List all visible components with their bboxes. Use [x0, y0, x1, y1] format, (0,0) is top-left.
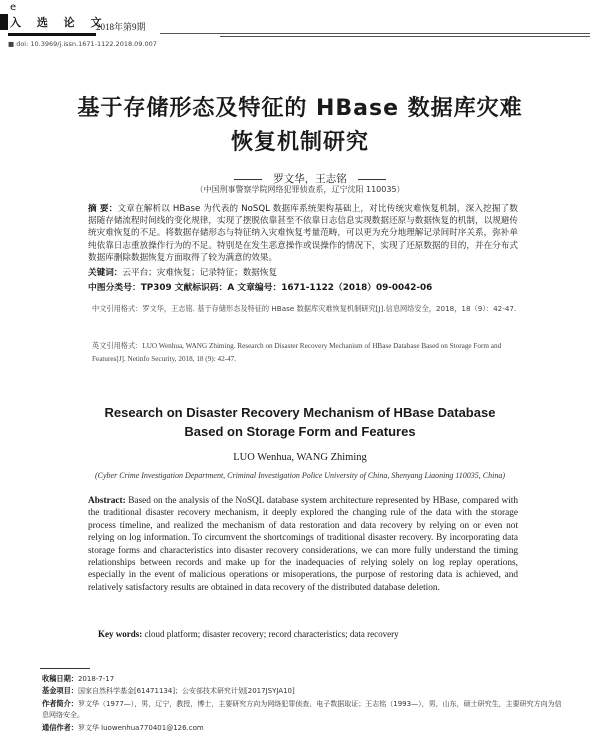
header-rule-thin-2	[220, 36, 590, 37]
citation-en	[92, 340, 532, 366]
en-title	[50, 403, 550, 441]
cn-abstract-text: 文章在解析以 HBase 为代表的 NoSQL 数据库系统架构基础上，对比传统灾难恢复机制，深入挖掘了数据随存储流程时间线的变化规律，实现了摆脱依靠甚至不依靠日志信息实现数据还原与数据恢复的机制，以规避传统灾难恢复的不足。将数据存储形态与特征纳入灾难恢复考量范畴，可以更为充分地理解记录间时序关系，弥补单纯依靠日志重放操作行为的不足。特别是在发生恶意操作或误操作的情况下，实现了还原数据的目的，并在分布式数据库删除数据恢复方面取得了较为满意的效果。	[88, 204, 518, 263]
footnote-fund	[42, 685, 562, 697]
footnotes	[42, 673, 562, 734]
header-journal-name: 入 选 论 文	[10, 16, 108, 29]
cn-title-line1: 基于存储形态及特征的 HBase 数据库灾难	[77, 96, 523, 121]
header-mark	[0, 14, 8, 30]
cn-title-line2: 恢复机制研究	[230, 130, 369, 155]
footnote-contact-label: 通信作者：	[42, 722, 78, 732]
header-issue: 2018年第9期	[96, 22, 146, 32]
cn-title	[30, 92, 570, 160]
cn-keywords-label: 关键词：	[88, 268, 123, 278]
en-keywords-text: cloud platform; disaster recovery; record characteristics; data recovery	[144, 629, 399, 639]
cn-abstract	[88, 203, 518, 264]
header-logo-letter: e	[10, 2, 17, 13]
citation-cn	[92, 302, 532, 315]
footnote-contact	[42, 722, 562, 734]
en-keywords-label: Key words:	[98, 629, 143, 639]
header-rule-thick	[8, 33, 96, 36]
cn-abstract-label: 摘 要：	[88, 204, 118, 214]
footnote-fund-text: 国家自然科学基金[61471134]；公安部技术研究计划[2017JSYJA10]	[77, 687, 295, 696]
footnote-contact-text: 罗文华 luowenhua770401@126.com	[77, 723, 204, 732]
en-abstract-label: Abstract:	[88, 496, 126, 506]
en-authors: LUO Wenhua, WANG Zhiming	[233, 452, 367, 463]
footnote-author	[42, 698, 562, 722]
citation-cn-text: 罗文华，王志铭. 基于存储形态及特征的 HBase 数据库灾难恢复机制研究[J].信息网络安全，2018，18（9）：42-47.	[142, 304, 517, 313]
en-affiliation: (Cyber Crime Investigation Department, Criminal Investigation Police University of China, Shenyang Liaoning 110035, China)	[94, 471, 506, 480]
cn-keywords-text: 云平台；灾难恢复；记录特征；数据恢复	[122, 268, 278, 278]
cn-classification: 中图分类号：TP309 文献标识码：A 文章编号：1671-1122（2018）09-0042-06	[88, 283, 433, 293]
dash-left	[234, 179, 262, 180]
citation-en-text: LUO Wenhua, WANG Zhiming. Research on Disaster Recovery Mechanism of HBase Database Based on Storage Form and Features[J]. Netinfo Security, 2018, 18 (9): 42-47.	[92, 342, 502, 363]
cn-authors: 罗文华，王志铭	[273, 173, 347, 185]
en-title-line2: Based on Storage Form and Features	[184, 424, 416, 439]
dash-right	[358, 179, 386, 180]
en-keywords	[98, 629, 528, 639]
footnote-author-text: 罗文华（1977—），男，辽宁，教授，博士，主要研究方向为网络犯罪侦查、电子数据取证；王志铭（1993—），男，山东，硕士研究生，主要研究方向为信息网络安全。	[42, 699, 562, 720]
en-title-line1: Research on Disaster Recovery Mechanism of HBase Database	[104, 405, 496, 420]
header-rule-thin	[160, 33, 590, 34]
footnote-received-text: 2018-7-17	[77, 675, 115, 683]
footnote-received-label: 收稿日期：	[42, 674, 78, 683]
footnote-rule	[40, 668, 90, 669]
en-abstract-text: Based on the analysis of the NoSQL database system architecture represented by HBase, compared with the traditional disaster recovery mechanism, it deeply explored the changing rule of the data with the storage process timeline, and realized the mechanism of data restoration and data recovery by relying on or even not relying on log information. To circumvent the shortcomings of traditional disaster recovery. By incorporating data storage forms and characteristics into disaster recovery considerations, we can more fully understand the timing relationships between records and make up for the inadequacies of relying solely on log replay operations, especially in the event of malicious operations or misoperations, the purpose of restoring data is achieved, and relatively satisfactory results are obtained in data recovery of the distributed database deletion.	[88, 496, 518, 593]
footnote-received	[42, 673, 562, 685]
footnote-fund-label: 基金项目：	[42, 686, 78, 696]
en-abstract	[88, 495, 518, 594]
header-doi: ■ doi: 10.3969/j.issn.1671-1122.2018.09.007	[8, 40, 157, 48]
footnote-author-label: 作者简介：	[42, 698, 78, 708]
citation-cn-label: 中文引用格式：	[92, 304, 143, 313]
cn-keywords	[88, 266, 518, 278]
citation-en-label: 英文引用格式：	[92, 342, 143, 350]
cn-affiliation: （中国刑事警察学院网络犯罪侦查系，辽宁沈阳 110035）	[195, 185, 405, 194]
